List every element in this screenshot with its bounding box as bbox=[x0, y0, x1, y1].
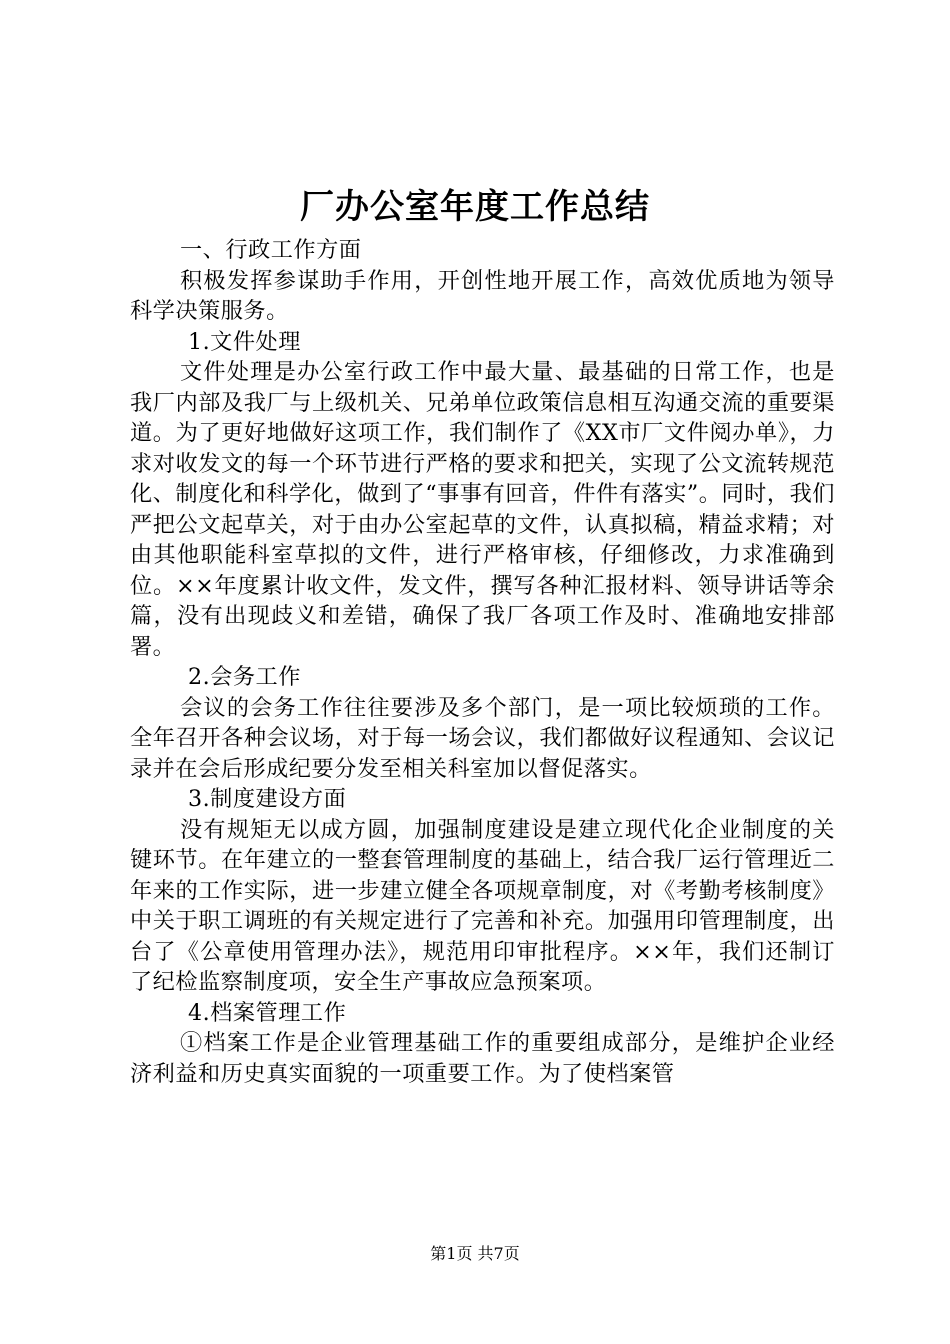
section-heading: 一、行政工作方面 bbox=[180, 237, 362, 263]
paragraph: 会议的会务工作往往要涉及多个部门，是一项比较烦琐的工作。全年召开各种会议场，对于每一场会议，我们都做好议程通知、会议记录并在会后形成纪要分发至相关科室加以督促落实。 bbox=[130, 694, 835, 782]
document-title: 厂办公室年度工作总结 bbox=[300, 187, 650, 227]
paragraph: ①档案工作是企业管理基础工作的重要组成部分，是维护企业经济利益和历史真实面貌的一项重要工作。为了使档案管 bbox=[130, 1030, 835, 1087]
subsection-heading: 3.制度建设方面 bbox=[188, 786, 347, 812]
paragraph: 积极发挥参谋助手作用，开创性地开展工作，高效优质地为领导科学决策服务。 bbox=[130, 267, 835, 324]
subsection-heading: 2.会务工作 bbox=[188, 664, 301, 690]
page-footer: 第1页 共7页 bbox=[430, 1244, 520, 1263]
paragraph: 没有规矩无以成方圆，加强制度建设是建立现代化企业制度的关键环节。在年建立的一整套管理制度的基础上，结合我厂运行管理近二年来的工作实际，进一步建立健全各项规章制度，对《考勤考核制度》中关于职工调班的有关规定进行了完善和补充。加强用印管理制度，出台了《公章使用管理办法》，规范用印审批程序。××年，我们还制订了纪检监察制度项，安全生产事故应急预案项。 bbox=[130, 816, 835, 995]
paragraph: 文件处理是办公室行政工作中最大量、最基础的日常工作，也是我厂内部及我厂与上级机关、兄弟单位政策信息相互沟通交流的重要渠道。为了更好地做好这项工作，我们制作了《XX市厂文件阅办单》，力求对收发文的每一个环节进行严格的要求和把关，实现了公文流转规范化、制度化和科学化，做到了“事事有回音，件件有落实”。同时，我们严把公文起草关，对于由办公室起草的文件，认真拟稿，精益求精；对由其他职能科室草拟的文件，进行严格审核，仔细修改，力求准确到位。××年度累计收文件，发文件，撰写各种汇报材料、领导讲话等余篇，没有出现歧义和差错，确保了我厂各项工作及时、准确地安排部署。 bbox=[130, 359, 835, 660]
document-body bbox=[130, 235, 835, 1089]
subsection-heading: 4.档案管理工作 bbox=[188, 999, 347, 1026]
subsection-heading: 1.文件处理 bbox=[188, 328, 301, 355]
